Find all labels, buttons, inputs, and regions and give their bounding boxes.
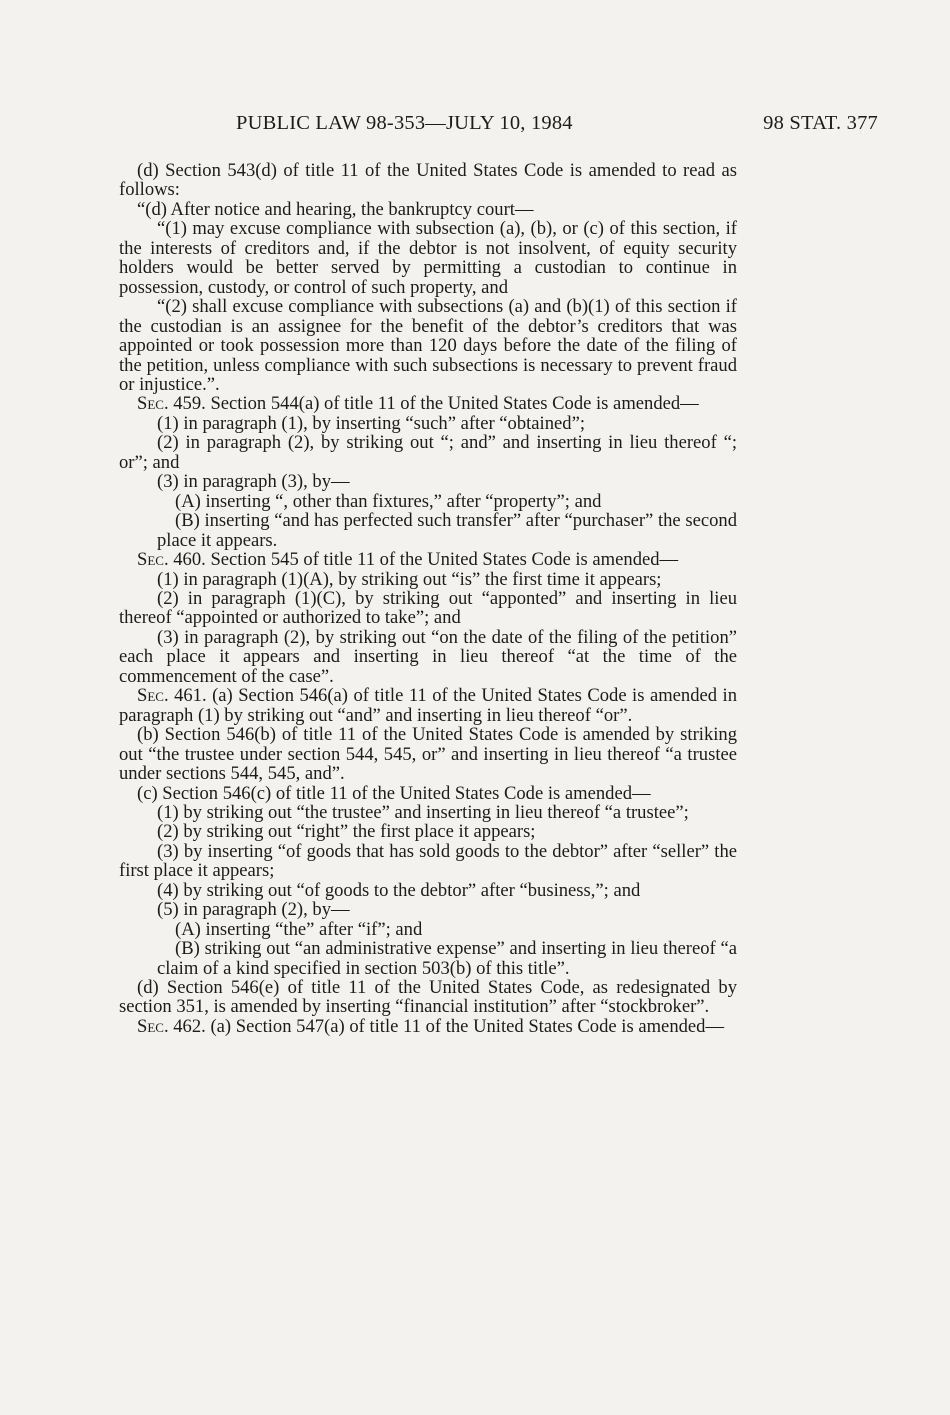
paragraph-text: (A) inserting “the” after “if”; and bbox=[175, 918, 423, 940]
paragraph-text: (2) by striking out “right” the first place it appears; bbox=[157, 821, 536, 843]
public-law-heading: PUBLIC LAW 98-353—JULY 10, 1984 bbox=[236, 112, 573, 134]
statute-paragraph bbox=[119, 297, 737, 394]
paragraph-text: (3) in paragraph (2), by striking out “on the date of the filing of the petition” each place it appears and inserting in lieu thereof “at the time of the commencement of the case”. bbox=[119, 626, 737, 687]
statute-paragraph bbox=[119, 200, 737, 219]
statute-paragraph bbox=[119, 219, 737, 297]
paragraph-text: (1) in paragraph (1), by inserting “such” after “obtained”; bbox=[157, 412, 585, 434]
statute-paragraph bbox=[119, 414, 737, 433]
statute-paragraph bbox=[119, 822, 737, 841]
paragraph-text: (2) in paragraph (1)(C), by striking out “apponted” and inserting in lieu thereof “appointed or authorized to take”; and bbox=[119, 587, 737, 629]
statute-paragraph bbox=[119, 472, 737, 491]
section-paragraph bbox=[119, 1017, 737, 1036]
section-number: Sec. 460. bbox=[137, 549, 206, 571]
section-number: Sec. 462. bbox=[137, 1015, 206, 1037]
statute-paragraph bbox=[119, 842, 737, 881]
paragraph-text: (1) in paragraph (1)(A), by striking out “is” the first time it appears; bbox=[157, 568, 662, 590]
paragraph-text: (A) inserting “, other than fixtures,” after “property”; and bbox=[175, 490, 602, 512]
paragraph-text: (4) by striking out “of goods to the debtor” after “business,”; and bbox=[157, 879, 641, 901]
paragraph-text: (b) Section 546(b) of title 11 of the United States Code is amended by striking out “the trustee under section 544, 545, or” and inserting in lieu thereof “a trustee under sections 544, 545, and”. bbox=[119, 724, 737, 785]
paragraph-text: (a) Section 546(a) of title 11 of the United States Code is amended in paragraph (1) by striking out “and” and inserting in lieu thereof “or”. bbox=[119, 685, 737, 726]
paragraph-text: “(2) shall excuse compliance with subsections (a) and (b)(1) of this section if the custodian is an assignee for the benefit of the debtor’s creditors that was appointed or took possession more than 120 days before the date of the filing of the petition, unless compliance with such subsections is necessary to prevent fraud or injustice.”. bbox=[119, 296, 737, 395]
paragraph-text: (a) Section 547(a) of title 11 of the United States Code is amended— bbox=[205, 1015, 725, 1037]
paragraph-text: Section 544(a) of title 11 of the United States Code is amended— bbox=[205, 393, 699, 415]
paragraph-text: (c) Section 546(c) of title 11 of the United States Code is amended— bbox=[137, 782, 651, 804]
paragraph-text: (5) in paragraph (2), by— bbox=[157, 899, 350, 921]
page-header bbox=[118, 112, 878, 142]
statute-paragraph bbox=[119, 881, 737, 900]
paragraph-text: (1) by striking out “the trustee” and inserting in lieu thereof “a trustee”; bbox=[157, 801, 689, 823]
statute-paragraph bbox=[119, 784, 737, 803]
statute-paragraph bbox=[119, 803, 737, 822]
paragraph-text: Section 545 of title 11 of the United States Code is amended— bbox=[205, 549, 679, 571]
paragraph-text: “(d) After notice and hearing, the bankruptcy court— bbox=[137, 198, 534, 220]
section-paragraph bbox=[119, 686, 737, 725]
statute-paragraph bbox=[119, 492, 737, 511]
statute-paragraph bbox=[119, 433, 737, 472]
section-paragraph bbox=[119, 550, 737, 569]
section-paragraph bbox=[119, 394, 737, 413]
paragraph-text: “(1) may excuse compliance with subsection (a), (b), or (c) of this section, if the interests of creditors and, if the debtor is not insolvent, of equity security holders would be better served by permitting a custodian to continue in possession, custody, or control of such property, and bbox=[119, 218, 737, 298]
paragraph-text: (B) striking out “an administrative expense” and inserting in lieu thereof “a claim of a kind specified in section 503(b) of this title”. bbox=[157, 938, 737, 979]
section-number: Sec. 459. bbox=[137, 393, 206, 415]
paragraph-text: (d) Section 543(d) of title 11 of the United States Code is amended to read as follows: bbox=[119, 160, 737, 201]
statute-body bbox=[119, 161, 737, 1036]
paragraph-text: (3) in paragraph (3), by— bbox=[157, 471, 350, 493]
statute-paragraph bbox=[119, 628, 737, 686]
statute-paragraph bbox=[119, 725, 737, 783]
statute-paragraph bbox=[119, 900, 737, 919]
statute-paragraph bbox=[119, 511, 737, 550]
statute-paragraph bbox=[119, 589, 737, 628]
paragraph-text: (3) by inserting “of goods that has sold goods to the debtor” after “seller” the first place it appears; bbox=[119, 840, 737, 882]
paragraph-text: (B) inserting “and has perfected such transfer” after “purchaser” the second place it appears. bbox=[157, 510, 737, 551]
paragraph-text: (2) in paragraph (2), by striking out “; and” and inserting in lieu thereof “; or”; and bbox=[119, 432, 737, 473]
statute-paragraph bbox=[119, 939, 737, 978]
statute-paragraph bbox=[119, 570, 737, 589]
statute-paragraph bbox=[119, 161, 737, 200]
section-number: Sec. 461. bbox=[137, 685, 207, 707]
statute-paragraph bbox=[119, 978, 737, 1017]
statute-page-number: 98 STAT. 377 bbox=[763, 112, 878, 134]
statute-paragraph bbox=[119, 920, 737, 939]
paragraph-text: (d) Section 546(e) of title 11 of the United States Code, as redesignated by section 351, is amended by inserting “financial institution” after “stockbroker”. bbox=[119, 977, 737, 1018]
